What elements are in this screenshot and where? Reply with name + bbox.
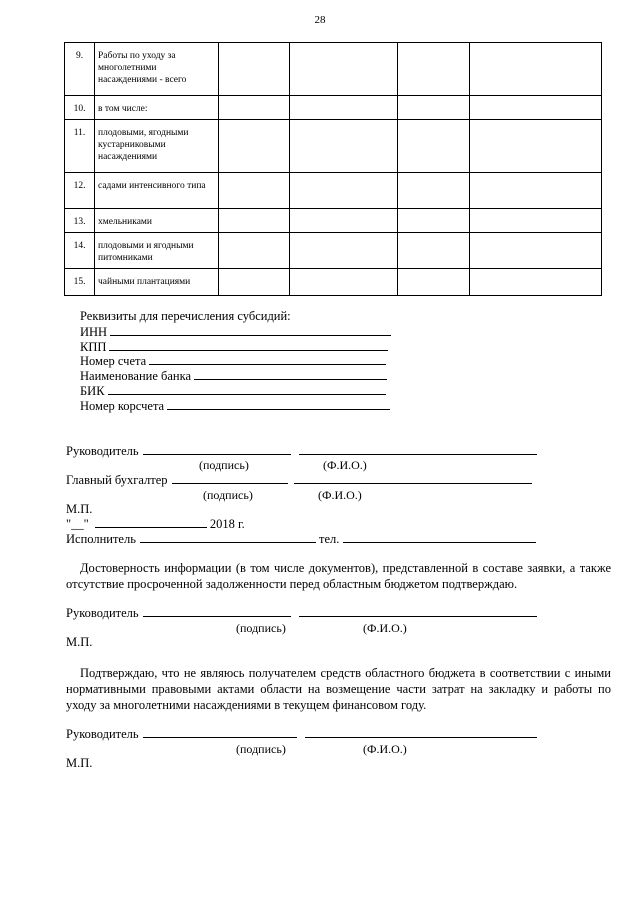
fio-caption: (Ф.И.О.): [363, 742, 407, 756]
head-signature-row[interactable]: [66, 443, 537, 459]
bank-label: Наименование банка: [80, 369, 192, 383]
fio-caption: (Ф.И.О.): [318, 488, 362, 502]
head-label: Руководитель: [66, 606, 139, 620]
executor-label: Исполнитель: [66, 532, 136, 546]
corr-account-label: Номер корсчета: [80, 399, 165, 413]
fio-caption: (Ф.И.О.): [363, 621, 407, 635]
row-text: Работы по уходу за многолетними насаждениями - всего: [95, 43, 219, 96]
row-text: садами интенсивного типа: [95, 173, 219, 209]
bik-label: БИК: [80, 384, 105, 398]
page-number: 28: [314, 14, 326, 26]
table-row: [65, 96, 602, 120]
signature-caption: (подпись): [236, 742, 286, 756]
table-row: [65, 173, 602, 209]
date-row[interactable]: [66, 516, 245, 532]
fio-caption: (Ф.И.О.): [323, 458, 367, 472]
date-year: 2018 г.: [209, 517, 245, 531]
head-label: Руководитель: [66, 727, 139, 741]
account-label: Номер счета: [80, 354, 147, 368]
account-field[interactable]: [80, 353, 386, 369]
kpp-label: КПП: [80, 340, 107, 354]
inn-label: ИНН: [80, 325, 108, 339]
signature-caption: (подпись): [203, 488, 253, 502]
requisites-title: Реквизиты для перечисления субсидий:: [80, 309, 291, 323]
stamp-place: М.П.: [66, 756, 93, 770]
bik-field[interactable]: [80, 383, 386, 399]
row-text: в том числе:: [95, 96, 219, 120]
chief-accountant-label: Главный бухгалтер: [66, 473, 168, 487]
row-text: плодовыми, ягодными кустарниковыми насаждениями: [95, 120, 219, 173]
row-text: плодовыми и ягодными питомниками: [95, 233, 219, 269]
table-row: [65, 120, 602, 173]
table-row: [65, 209, 602, 233]
row-text: чайными плантациями: [95, 269, 219, 296]
bank-field[interactable]: [80, 368, 387, 384]
signature-caption: (подпись): [199, 458, 249, 472]
works-table: [64, 42, 602, 296]
table-row: [65, 269, 602, 296]
stamp-place: М.П.: [66, 502, 93, 516]
row-number: 12.: [65, 173, 95, 209]
confirmation-paragraph-1: Достоверность информации (в том числе документов), представленной в составе заявки, а также отсутствие просроченной задолженности перед областным бюджетом подтверждаю.: [66, 561, 611, 591]
corr-account-field[interactable]: [80, 398, 390, 414]
row-text: хмельниками: [95, 209, 219, 233]
head-signature-row[interactable]: [66, 726, 537, 742]
chief-accountant-row[interactable]: [66, 472, 532, 488]
row-number: 15.: [65, 269, 95, 296]
date-day: "__": [66, 517, 89, 531]
head-signature-row[interactable]: [66, 605, 537, 621]
table-row: [65, 43, 602, 96]
confirmation-paragraph-2: Подтверждаю, что не являюсь получателем средств областного бюджета в соответствии с иными нормативными правовыми актами области на возмещение части затрат на закладку и работы по уходу за многолетними насаждениями в текущем финансовом году.: [66, 666, 611, 712]
head-label: Руководитель: [66, 444, 139, 458]
stamp-place: М.П.: [66, 635, 93, 649]
signature-caption: (подпись): [236, 621, 286, 635]
executor-row[interactable]: [66, 531, 536, 547]
inn-field[interactable]: [80, 324, 391, 340]
row-number: 9.: [65, 43, 95, 96]
row-number: 13.: [65, 209, 95, 233]
row-number: 10.: [65, 96, 95, 120]
row-number: 14.: [65, 233, 95, 269]
row-number: 11.: [65, 120, 95, 173]
table-row: [65, 233, 602, 269]
tel-label: тел.: [319, 532, 340, 546]
